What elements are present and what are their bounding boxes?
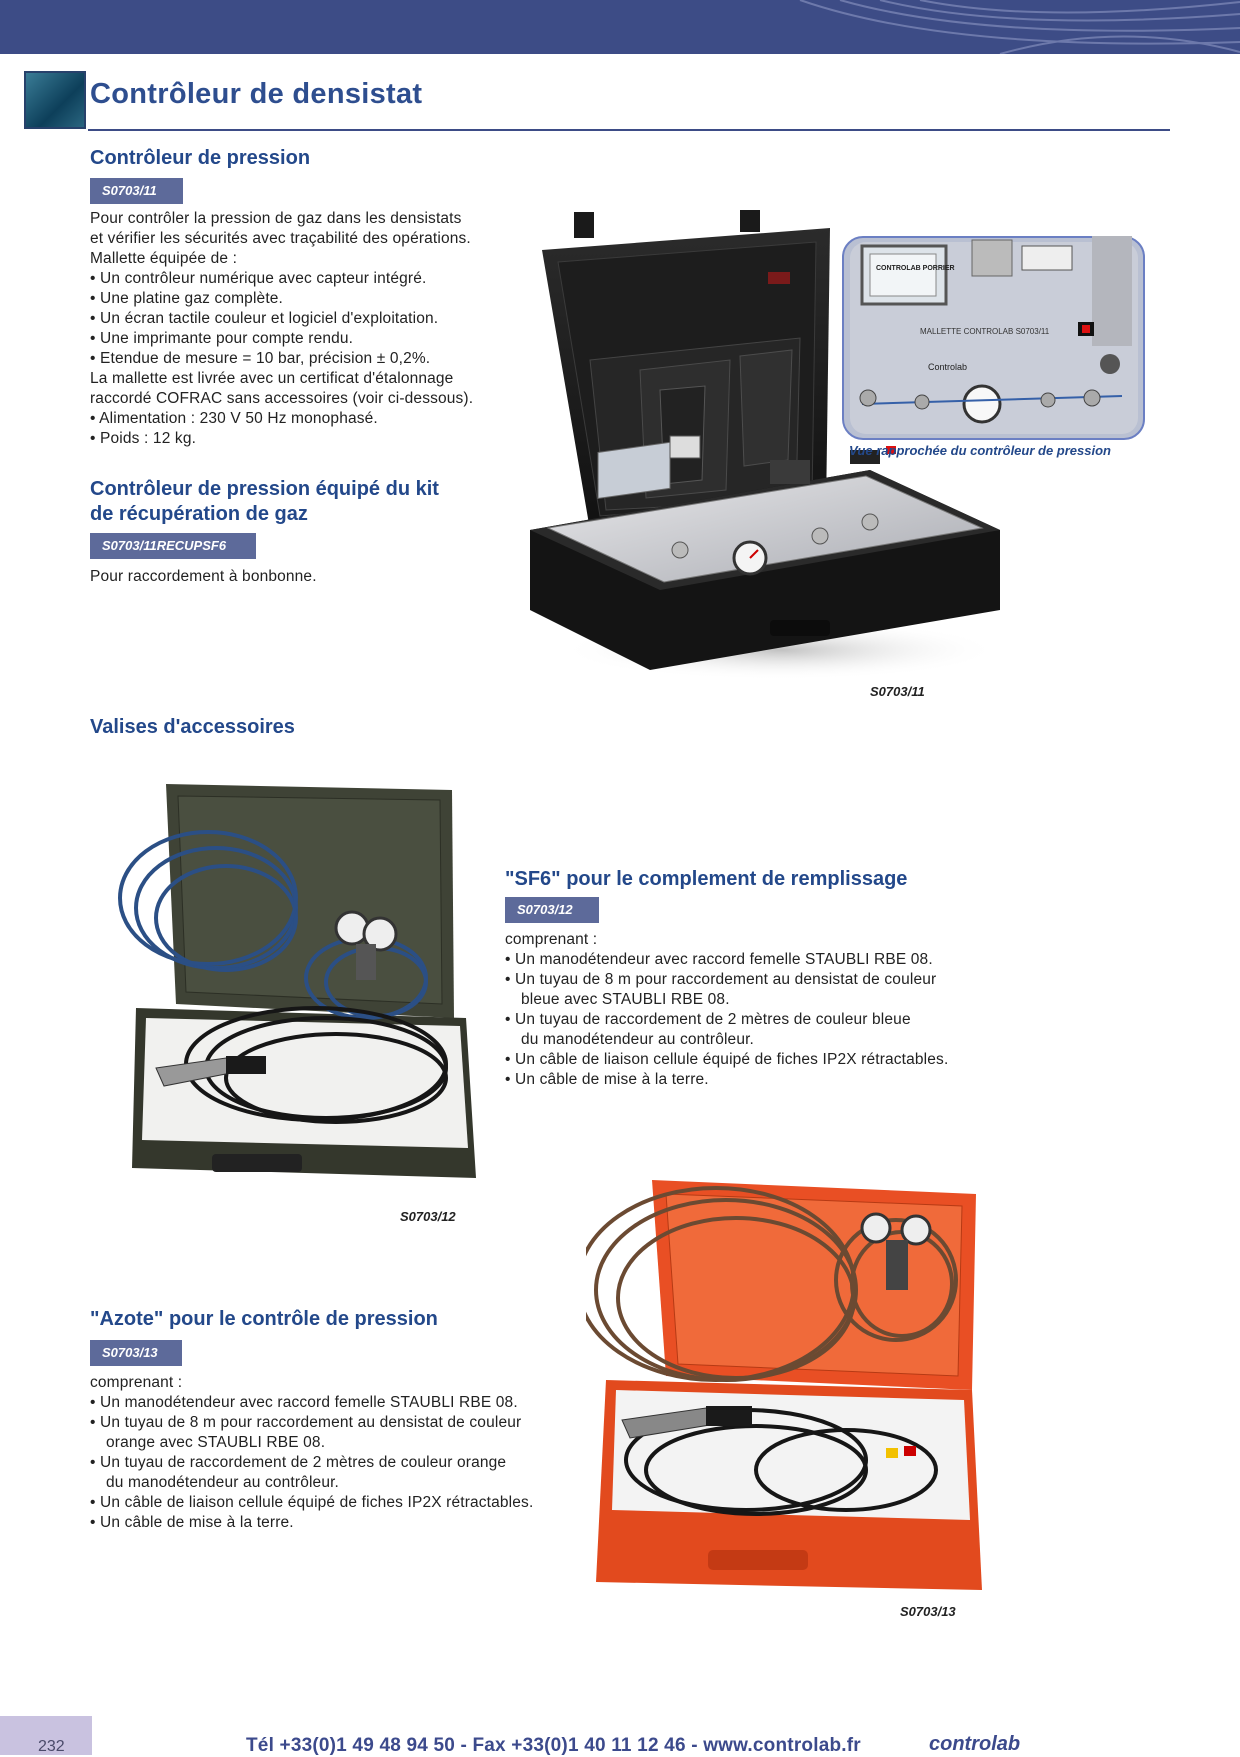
text-line: La mallette est livrée avec un certificat d'étalonnage: [90, 370, 454, 387]
controlab-logo: controlab: [929, 1733, 1021, 1755]
text-line: comprenant :: [505, 931, 598, 948]
list-item: • Un manodétendeur avec raccord femelle STAUBLI RBE 08.: [505, 951, 933, 968]
photo-caption: S0703/12: [400, 1209, 456, 1224]
section-heading-pressure-controller: Contrôleur de pression: [90, 147, 311, 169]
header-thumbnail-image: [24, 71, 86, 129]
recovery-kit-text: Pour raccordement à bonbonne.: [90, 568, 317, 585]
list-item: • Poids : 12 kg.: [90, 430, 197, 447]
sf6-accessory-case-photo: [116, 768, 486, 1200]
section-heading-recovery-kit: [90, 477, 439, 527]
section-heading-sf6: "SF6" pour le complement de remplissage: [505, 868, 908, 890]
text-line: comprenant :: [90, 1374, 183, 1391]
text-line: et vérifier les sécurités avec traçabilité des opérations.: [90, 230, 471, 247]
panel-title: MALLETTE CONTROLAB S0703/11: [920, 327, 1050, 336]
list-item: • Une imprimante pour compte rendu.: [90, 330, 354, 347]
list-item: • Etendue de mesure = 10 bar, précision ± 0,2%.: [90, 350, 431, 367]
header-band-curves: [0, 0, 1240, 54]
list-item-continuation: du manodétendeur au contrôleur.: [521, 1031, 755, 1048]
pressure-controller-description: [90, 209, 473, 449]
panel-brand: Controlab: [928, 362, 968, 372]
list-item: • Une platine gaz complète.: [90, 290, 284, 307]
list-item-continuation: du manodétendeur au contrôleur.: [106, 1474, 340, 1491]
closeup-caption: Vue rapprochée du contrôleur de pression: [849, 443, 1111, 458]
footer-contact: Tél +33(0)1 49 48 94 50 - Fax +33(0)1 40 11 12 46 - www.controlab.fr: [246, 1735, 861, 1756]
reference-badge: S0703/11RECUPSF6: [90, 533, 256, 559]
list-item: • Un câble de liaison cellule équipé de fiches IP2X rétractables.: [90, 1494, 534, 1511]
screen-text: CONTROLAB PORRIER: [876, 265, 955, 272]
list-item: • Un tuyau de 8 m pour raccordement au densistat de couleur: [90, 1414, 522, 1431]
list-item: • Un câble de liaison cellule équipé de fiches IP2X rétractables.: [505, 1051, 949, 1068]
reference-badge: S0703/11: [90, 178, 183, 204]
list-item: • Un contrôleur numérique avec capteur intégré.: [90, 270, 427, 287]
reference-badge: S0703/12: [505, 897, 599, 923]
photo-caption: S0703/11: [870, 684, 925, 699]
list-item: • Un manodétendeur avec raccord femelle STAUBLI RBE 08.: [90, 1394, 518, 1411]
list-item: • Un tuyau de raccordement de 2 mètres de couleur orange: [90, 1454, 507, 1471]
controller-closeup-photo: [842, 236, 1145, 440]
header-band: [0, 0, 1240, 54]
list-item-continuation: bleue avec STAUBLI RBE 08.: [521, 991, 730, 1008]
list-item: • Un écran tactile couleur et logiciel d'exploitation.: [90, 310, 439, 327]
text-line: Mallette équipée de :: [90, 250, 238, 267]
section-heading-accessory-cases: Valises d'accessoires: [90, 716, 295, 738]
reference-badge: S0703/13: [90, 1340, 182, 1366]
heading-line: Contrôleur de pression équipé du kit: [90, 478, 439, 500]
list-item-continuation: orange avec STAUBLI RBE 08.: [106, 1434, 326, 1451]
section-heading-azote: "Azote" pour le contrôle de pression: [90, 1308, 438, 1330]
page-title: Contrôleur de densistat: [90, 78, 423, 110]
list-item: • Un câble de mise à la terre.: [505, 1071, 709, 1088]
azote-accessory-case-photo: [586, 1180, 986, 1602]
sf6-description: [505, 930, 948, 1090]
azote-description: [90, 1373, 533, 1533]
title-divider: [88, 129, 1170, 131]
photo-caption: S0703/13: [900, 1604, 956, 1619]
list-item: • Un tuyau de raccordement de 2 mètres de couleur bleue: [505, 1011, 911, 1028]
heading-line: de récupération de gaz: [90, 503, 308, 525]
page-number: 232: [38, 1738, 65, 1755]
list-item: • Un câble de mise à la terre.: [90, 1514, 294, 1531]
list-item: • Un tuyau de 8 m pour raccordement au densistat de couleur: [505, 971, 937, 988]
list-item: • Alimentation : 230 V 50 Hz monophasé.: [90, 410, 378, 427]
text-line: Pour contrôler la pression de gaz dans les densistats: [90, 210, 462, 227]
text-line: raccordé COFRAC sans accessoires (voir ci-dessous).: [90, 390, 474, 407]
